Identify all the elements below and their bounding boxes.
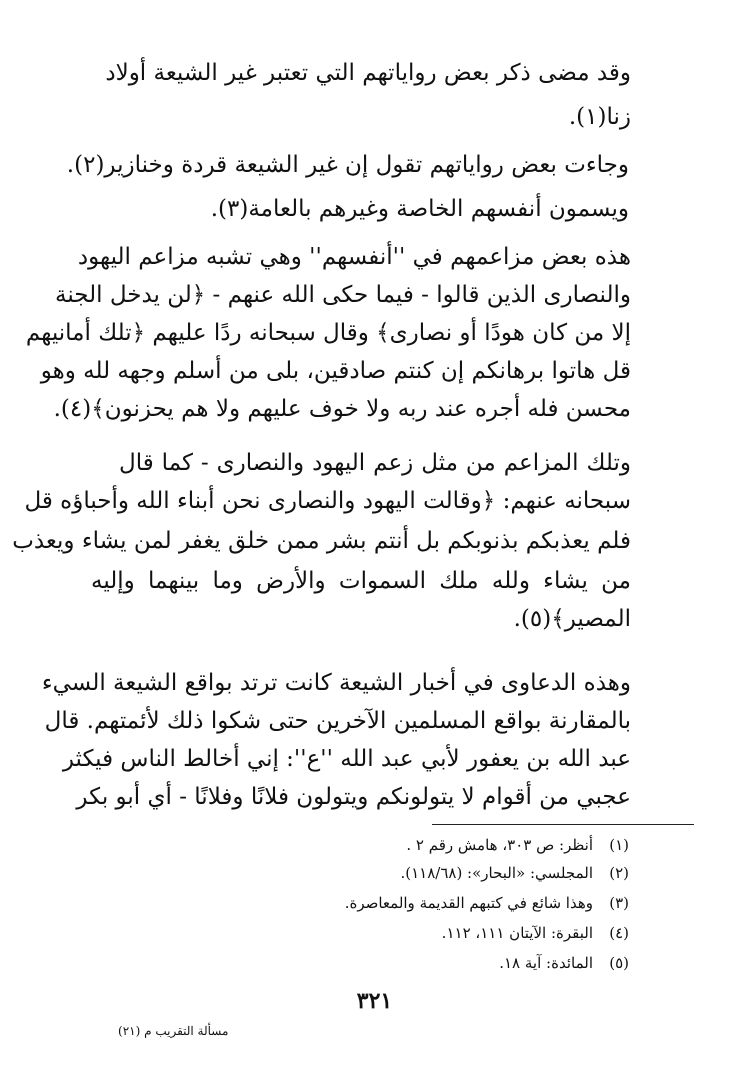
body-line: هذه بعض مزاعمهم في ''أنفسهم'' وهي تشبه مزاعم اليهود: [77, 244, 631, 270]
body-line: ويسمون أنفسهم الخاصة وغيرهم بالعامة(٣).: [210, 196, 629, 222]
body-line: قل هاتوا برهانكم إن كنتم صادقين، بلى من أسلم وجهه لله وهو: [40, 358, 631, 384]
footnote-number: (٣): [609, 894, 629, 912]
signature-mark: مسألة التقريب م (٢١): [118, 1024, 229, 1038]
body-line: عجبي من أقوام لا يتولونكم ويتولون فلانًا وفلانًا - أي أبو بكر: [76, 784, 631, 810]
page-number: ٣٢١: [356, 988, 393, 1014]
body-line: وهذه الدعاوى في أخبار الشيعة كانت ترتد بواقع الشيعة السيء: [41, 670, 631, 696]
body-line: المصير﴾(٥).: [513, 606, 631, 632]
footnote-text: المائدة: آية ١٨.: [499, 954, 593, 972]
footnote-number: (٤): [609, 924, 629, 942]
footnote-number: (٢): [609, 864, 629, 882]
body-line: وقد مضى ذكر بعض رواياتهم التي تعتبر غير الشيعة أولاد: [105, 60, 631, 86]
footnote-text: المجلسي: «البحار»: (١١٨/٦٨).: [400, 864, 593, 882]
footnote-separator: [432, 824, 694, 825]
footnote: [499, 952, 629, 974]
footnote-text: البقرة: الآيتان ١١١، ١١٢.: [441, 924, 593, 942]
footnote: [345, 892, 629, 914]
body-line: عبد الله بن يعفور لأبي عبد الله ''ع'': إني أخالط الناس فيكثر: [62, 746, 631, 772]
body-line: إلا من كان هودًا أو نصارى﴾ وقال سبحانه ردًا عليهم ﴿تلك أمانيهم: [25, 320, 631, 346]
footnote: [406, 834, 629, 856]
footnote-text: وهذا شائع في كتبهم القديمة والمعاصرة.: [344, 894, 593, 912]
body-line: فلم يعذبكم بذنوبكم بل أنتم بشر ممن خلق يغفر لمن يشاء ويعذب: [12, 528, 631, 554]
body-line: وتلك المزاعم من مثل زعم اليهود والنصارى - كما قال: [119, 450, 631, 476]
footnote: [400, 862, 629, 884]
footnote-text: أنظر: ص ٣٠٣، هامش رقم ٢ .: [406, 836, 593, 854]
footnote-number: (٥): [609, 954, 629, 972]
footnote-number: (١): [609, 836, 629, 854]
body-line: بالمقارنة بواقع المسلمين الآخرين حتى شكوا ذلك لأئمتهم. قال: [44, 708, 631, 734]
body-line: سبحانه عنهم: ﴿وقالت اليهود والنصارى نحن أبناء الله وأحباؤه قل: [24, 488, 631, 514]
body-line: زنا(١).: [568, 104, 631, 130]
body-line: من يشاء ولله ملك السموات والأرض وما بينهما وإليه: [91, 568, 631, 594]
body-line: والنصارى الذين قالوا - فيما حكى الله عنهم - ﴿لن يدخل الجنة: [55, 282, 631, 308]
body-line: وجاءت بعض رواياتهم تقول إن غير الشيعة قردة وخنازير(٢).: [66, 152, 629, 178]
footnote: [442, 922, 629, 944]
body-line: محسن فله أجره عند ربه ولا خوف عليهم ولا هم يحزنون﴾(٤).: [53, 396, 631, 422]
